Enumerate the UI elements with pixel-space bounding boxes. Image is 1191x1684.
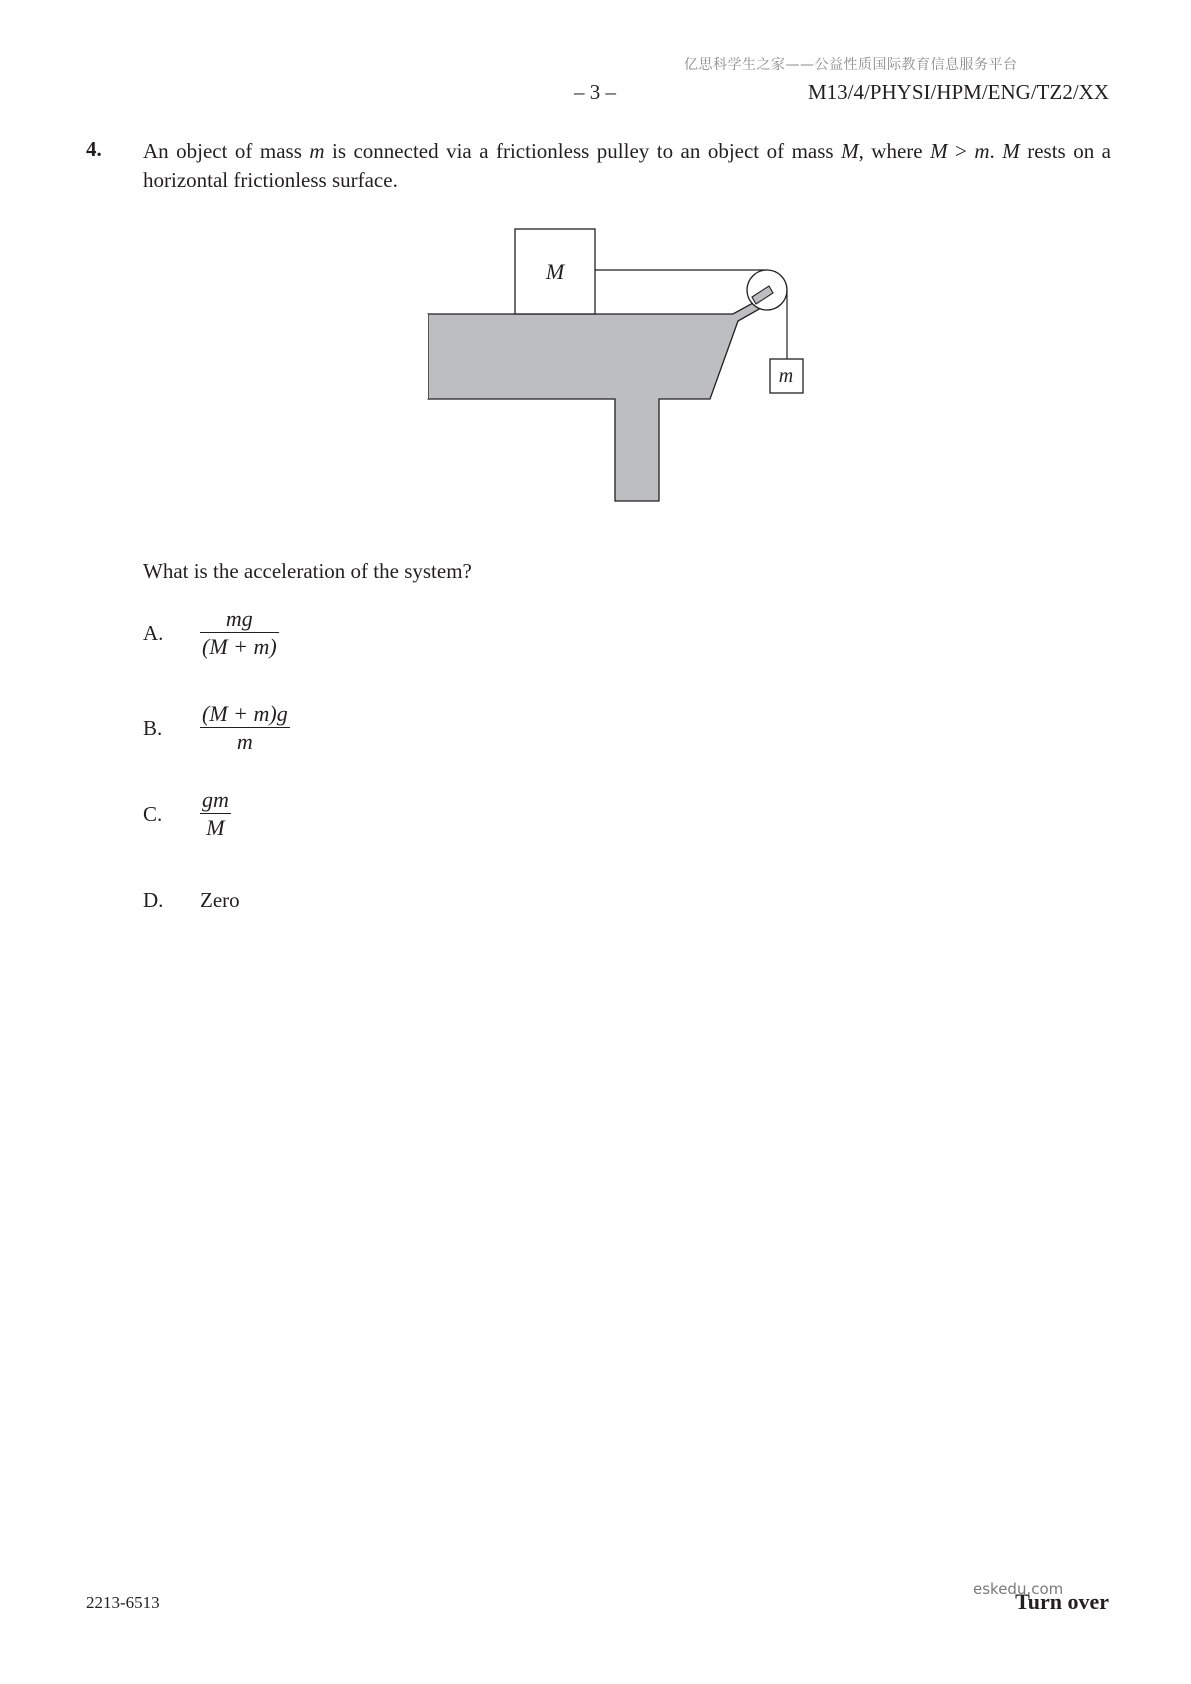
footer-watermark: eskedu.com [973,1580,1064,1598]
page-number: – 3 – [574,80,616,104]
option-a-fraction[interactable] [200,605,279,660]
option-d-text[interactable]: Zero [200,888,240,912]
pulley-diagram [426,225,826,510]
option-c-numerator: gm [202,787,229,812]
header-watermark: 亿思科学生之家——公益性质国际教育信息服务平台 [684,57,1018,73]
paper-code: M13/4/PHYSI/HPM/ENG/TZ2/XX [807,80,1109,104]
block-large-label: M [545,259,565,284]
table-shape [428,297,768,501]
block-small-label: m [778,365,794,387]
option-d-label[interactable]: D. [143,888,164,912]
question-prompt: What is the acceleration of the system? [143,559,472,583]
option-b-fraction[interactable] [200,700,290,755]
option-b-label[interactable]: B. [143,716,163,740]
option-b-denominator: m [236,729,253,754]
option-a-numerator: mg [225,606,253,631]
question-number: 4. [86,137,102,161]
option-c-denominator: M [206,815,225,840]
option-c-fraction[interactable] [200,786,231,841]
turn-over-label: Turn over [1015,1589,1109,1614]
question-text: An object of mass m is connected via a frictionless pulley to an object of mass M, where M > m. M rests on a horizontal frictionless surface. [143,139,1111,192]
option-b-numerator: (M + m)g [202,701,288,726]
option-a-label[interactable]: A. [143,621,164,645]
option-c-label[interactable]: C. [143,802,163,826]
option-a-denominator: (M + m) [202,634,277,659]
footer-code: 2213-6513 [86,1593,160,1612]
